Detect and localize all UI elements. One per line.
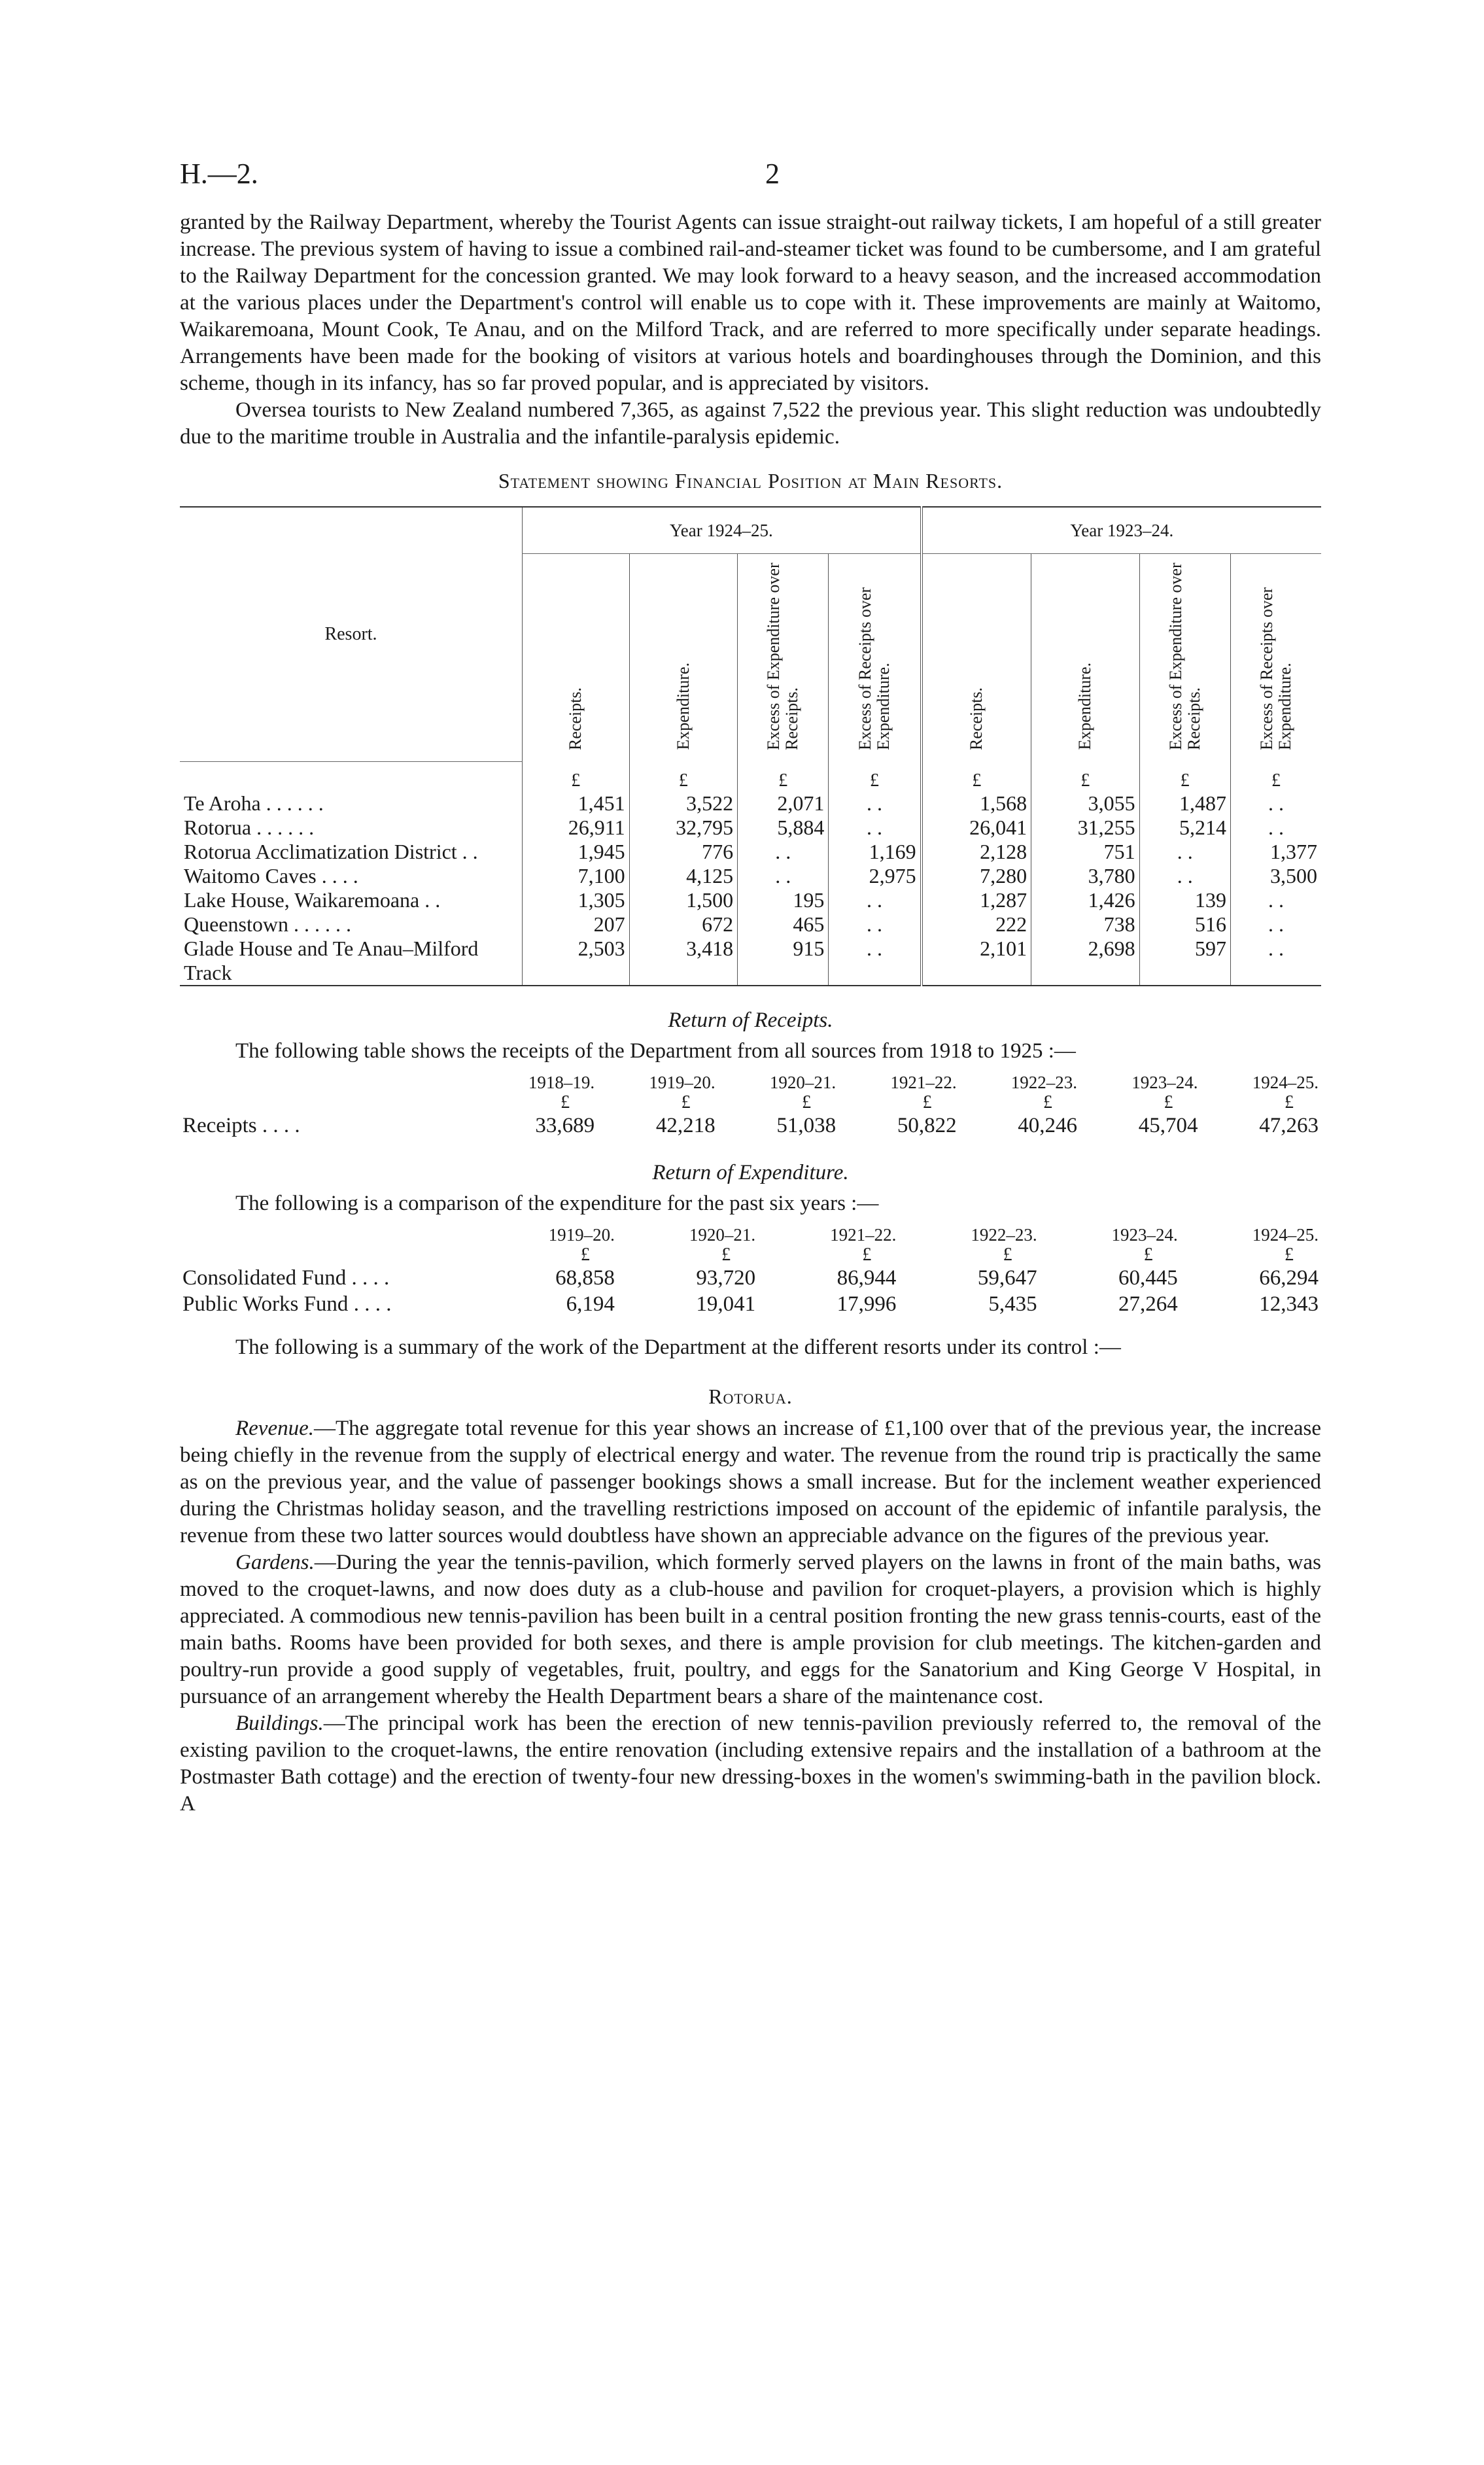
receipts-title: Return of Receipts. [668,1008,833,1032]
value-cell: 465 [738,912,829,937]
currency-symbol: £ [922,761,1031,791]
value-cell: 40,246 [1018,1114,1078,1137]
year-header: 1919–20. [548,1225,615,1245]
year-header: 1923–24. [1111,1225,1178,1245]
value-cell: 3,500 [1230,864,1321,888]
currency-symbol: £ [561,1092,570,1112]
year-header: 1921–22. [830,1225,897,1245]
column-header-1923-1 [1031,554,1140,762]
currency-symbol: £ [1285,1245,1294,1265]
row-label: Receipts [182,1114,257,1137]
summary-paragraph: The following is a summary of the work of the Department at the different resorts under its control :— [235,1336,1121,1359]
currency-symbol: £ [1230,761,1321,791]
resort-name: Te Aroha [184,791,261,815]
column-header-1924-0 [523,554,630,762]
value-cell: 42,218 [655,1114,716,1137]
value-cell: 59,647 [977,1266,1037,1290]
year-header: 1921–22. [890,1073,957,1092]
value-cell: 1,945 [523,840,630,864]
currency-symbol: £ [802,1092,812,1112]
dot-leader: . . . . . . [288,912,351,936]
value-cell: 68,858 [555,1266,615,1290]
expenditure-title: Return of Expenditure. [652,1161,849,1184]
row-label: Consolidated Fund [182,1266,347,1290]
value-cell: 93,720 [696,1266,756,1290]
page-header [180,157,1321,209]
resort-name-cell [180,912,523,937]
value-cell: 1,487 [1139,791,1230,816]
label-spacer [180,1073,477,1093]
currency-symbol: £ [1164,1092,1173,1112]
value-cell: 32,795 [629,816,738,840]
value-cell: 3,055 [1031,791,1140,816]
value-cell: 7,280 [922,864,1031,888]
value-cell: 2,503 [523,937,630,986]
value-cell: 1,426 [1031,888,1140,912]
dot-leader: . . . . [348,1292,392,1316]
year-header-row [180,1225,1321,1245]
column-header-text: Receipts. [967,687,986,750]
rotorua-buildings-paragraph [180,1710,1321,1818]
table-row [180,1291,1321,1317]
value-cell: 66,294 [1259,1266,1319,1290]
value-cell: 2,128 [922,840,1031,864]
dot-leader: . . [457,840,478,863]
resort-name: Rotorua [184,816,252,839]
table-row [180,1112,1321,1139]
value-cell: 3,418 [629,937,738,986]
row-label-cell [180,1112,477,1139]
page-number: 2 [765,158,780,190]
currency-symbol: £ [523,761,630,791]
column-header-1923-0 [922,554,1031,762]
value-cell: . . [829,912,922,937]
year-header: 1918–19. [528,1073,595,1092]
column-header-text: Excess of Receipts over Expenditure. [855,587,893,750]
currency-symbol: £ [829,761,922,791]
dot-leader: . . . . . . [251,816,315,839]
resort-name: Queenstown [184,912,288,936]
table-row [180,864,1321,888]
expenditure-intro: The following is a comparison of the expenditure for the past six years :— [235,1192,879,1215]
year-header: 1919–20. [649,1073,716,1092]
value-cell: 51,038 [776,1114,837,1137]
value-cell: 2,101 [922,937,1031,986]
column-header-1924-3 [829,554,922,762]
resort-name-cell [180,840,523,864]
value-cell: 17,996 [837,1292,897,1316]
resort-name-cell [180,888,523,912]
value-cell: 1,568 [922,791,1031,816]
year-header: 1923–24. [1131,1073,1198,1092]
value-cell: . . [1230,912,1321,937]
value-cell: . . [1230,816,1321,840]
year-header: 1922–23. [971,1225,1037,1245]
value-cell: 45,704 [1138,1114,1198,1137]
value-cell: . . [829,791,922,816]
value-cell: . . [738,864,829,888]
resort-name: Lake House, Waikaremoana [184,888,420,912]
value-cell: 19,041 [696,1292,756,1316]
receipts-table [180,1073,1321,1139]
year-header-row [180,1073,1321,1093]
column-header-1924-2 [738,554,829,762]
value-cell: 139 [1139,888,1230,912]
row-label-cell [180,1291,477,1317]
dot-leader: . . . . . . [260,791,324,815]
revenue-lead: Revenue. [235,1417,314,1440]
dot-leader: . . . . [346,1266,390,1290]
year-header-1923-24: Year 1923–24. [922,507,1321,554]
value-cell: 2,698 [1031,937,1140,986]
column-header-text: Excess of Expenditure over Receipts. [764,562,802,750]
currency-symbol: £ [580,1245,590,1265]
table-row [180,888,1321,912]
value-cell: 5,884 [738,816,829,840]
value-cell: 1,287 [922,888,1031,912]
intro-paragraph-2: Oversea tourists to New Zealand numbered 7,365, as against 7,522 the previous year. This slight reduction was undoubtedly due to the maritime trouble in Australia and the infantile-paralysis epidemic. [180,398,1321,449]
value-cell: 1,169 [829,840,922,864]
table-row [180,912,1321,937]
column-header-1923-3 [1230,554,1321,762]
financial-table-caption: Statement showing Financial Position at Main Resorts. [498,469,1003,492]
value-cell: 597 [1139,937,1230,986]
column-header-text: Expenditure. [673,663,693,750]
column-header-text: Excess of Receipts over Expenditure. [1256,587,1294,750]
rotorua-revenue-paragraph [180,1415,1321,1549]
column-header-1924-1 [629,554,738,762]
receipts-intro: The following table shows the receipts of the Department from all sources from 1918 to 1925 :— [235,1039,1076,1063]
resort-column-header: Resort. [180,507,523,761]
value-cell: 672 [629,912,738,937]
value-cell: 4,125 [629,864,738,888]
currency-row [180,1093,1321,1112]
dot-leader: . . . . [256,1114,300,1137]
row-label: Public Works Fund [182,1292,349,1316]
resort-name: Waitomo Caves [184,864,317,888]
table-row [180,1265,1321,1291]
financial-position-table [180,506,1321,986]
resort-name-cell [180,864,523,888]
dot-leader: . . . . [316,864,358,888]
column-header-1923-2 [1139,554,1230,762]
value-cell: 1,451 [523,791,630,816]
value-cell: 776 [629,840,738,864]
value-cell: 7,100 [523,864,630,888]
resort-name: Glade House and Te Anau–Milford Track [184,937,479,984]
currency-symbol: £ [721,1245,731,1265]
value-cell: 516 [1139,912,1230,937]
value-cell: 915 [738,937,829,986]
value-cell: 5,435 [988,1292,1037,1316]
value-cell: 50,822 [897,1114,957,1137]
table-row [180,937,1321,986]
value-cell: 3,780 [1031,864,1140,888]
value-cell: . . [738,840,829,864]
value-cell: . . [829,816,922,840]
currency-spacer [180,761,523,791]
value-cell: 1,377 [1230,840,1321,864]
currency-symbol: £ [1143,1245,1153,1265]
value-cell: 12,343 [1259,1292,1319,1316]
value-cell: 2,071 [738,791,829,816]
column-header-text: Expenditure. [1075,663,1095,750]
value-cell: 60,445 [1118,1266,1178,1290]
document-page [180,157,1321,1818]
currency-symbol: £ [629,761,738,791]
value-cell: 26,911 [523,816,630,840]
column-header-text: Excess of Expenditure over Receipts. [1165,562,1203,750]
value-cell: . . [1230,791,1321,816]
value-cell: . . [1139,864,1230,888]
currency-symbol: £ [1043,1092,1053,1112]
value-cell: 3,522 [629,791,738,816]
dot-leader: . . [419,888,441,912]
value-cell: 1,500 [629,888,738,912]
gardens-lead: Gardens. [235,1551,315,1574]
revenue-text: —The aggregate total revenue for this year shows an increase of £1,100 over that of the previous year, the increase being chiefly in the revenue from the supply of electrical energy and water. The revenue from the round trip is practically the same as on the previous year, and the value of passenger bookings shows a small increase. But for the inclement weather experienced during the Christmas holiday season, and the travelling restrictions imposed on account of the epidemic of infantile paralysis, the revenue from these two latter sources would doubtless have shown an appreciable advance on the figures of the previous year. [180,1417,1321,1547]
year-header: 1920–21. [689,1225,756,1245]
currency-symbol: £ [862,1245,872,1265]
value-cell: 1,305 [523,888,630,912]
resort-name-cell [180,937,523,986]
value-cell: 195 [738,888,829,912]
rotorua-gardens-paragraph [180,1549,1321,1710]
rotorua-heading: Rotorua. [708,1385,793,1408]
column-header-text: Receipts. [566,687,585,750]
buildings-text: —The principal work has been the erection of new tennis-pavilion previously referred to, the removal of the existing pavilion to the croquet-lawns, the entire renovation (including extensive repairs and the installation of a bathroom at the Postmaster Bath cottage) and the erection of twenty-four new dressing-boxes in the women's swimming-bath in the pavilion block. A [180,1712,1321,1816]
value-cell: 207 [523,912,630,937]
value-cell: 26,041 [922,816,1031,840]
year-header: 1924–25. [1252,1225,1319,1245]
value-cell: . . [829,888,922,912]
value-cell: 6,194 [566,1292,615,1316]
label-spacer [180,1225,477,1245]
value-cell: 31,255 [1031,816,1140,840]
value-cell: . . [1139,840,1230,864]
currency-symbol: £ [1139,761,1230,791]
report-reference: H.—2. [180,158,258,190]
resort-name-cell [180,791,523,816]
year-header-1924-25: Year 1924–25. [523,507,922,554]
value-cell: 2,975 [829,864,922,888]
gardens-text: —During the year the tennis-pavilion, which formerly served players on the lawns in front of the main baths, was moved to the croquet-lawns, and now does duty as a club-house and pavilion for croquet-players, a provision which is highly appreciated. A commodious new tennis-pavilion has been built in a central position fronting the new grass tennis-courts, east of the main baths. Rooms have been provided for both sexes, and there is ample provision for club meetings. The kitchen-garden and poultry-run provide a good supply of vegetables, fruit, poultry, and eggs for the Sanatorium and King George V Hospital, in pursuance of an arrangement whereby the Health Department bears a share of the maintenance cost. [180,1551,1321,1708]
intro-paragraph-1: granted by the Railway Department, whereby the Tourist Agents can issue straight-out railway tickets, I am hopeful of a still greater increase. The previous system of having to issue a combined rail-and-steamer ticket was found to be cumbersome, and I am grateful to the Railway Department for the concession granted. We may look forward to a heavy season, and the increased accommodation at the various places under the Department's control will enable us to cope with it. These improvements are mainly at Waitomo, Waikaremoana, Mount Cook, Te Anau, and on the Milford Track, and are referred to more specifically under separate headings. Arrangements have been made for the booking of visitors at various hotels and boardinghouses through the Dominion, and this scheme, though in its infancy, has so far proved popular, and is appreciated by visitors. [180,211,1321,395]
table-row [180,791,1321,816]
currency-symbol: £ [1285,1092,1294,1112]
year-header: 1920–21. [769,1073,837,1092]
value-cell: 86,944 [837,1266,897,1290]
value-cell: 47,263 [1259,1114,1319,1137]
table-row [180,816,1321,840]
value-cell: . . [829,937,922,986]
buildings-lead: Buildings. [235,1712,324,1735]
label-spacer [180,1245,477,1265]
currency-symbol: £ [1003,1245,1012,1265]
table-row [180,840,1321,864]
currency-symbol: £ [738,761,829,791]
currency-symbol: £ [1031,761,1140,791]
value-cell: 27,264 [1118,1292,1178,1316]
year-header: 1924–25. [1252,1073,1319,1092]
row-label-cell [180,1265,477,1291]
value-cell: 738 [1031,912,1140,937]
value-cell: . . [1230,937,1321,986]
value-cell: 751 [1031,840,1140,864]
currency-row [180,1245,1321,1265]
value-cell: . . [1230,888,1321,912]
resort-name-cell [180,816,523,840]
value-cell: 222 [922,912,1031,937]
expenditure-table [180,1225,1321,1317]
value-cell: 33,689 [535,1114,595,1137]
label-spacer [180,1093,477,1112]
resort-name: Rotorua Acclimatization District [184,840,457,863]
currency-symbol: £ [922,1092,932,1112]
year-header: 1922–23. [1010,1073,1078,1092]
currency-symbol: £ [681,1092,691,1112]
value-cell: 5,214 [1139,816,1230,840]
